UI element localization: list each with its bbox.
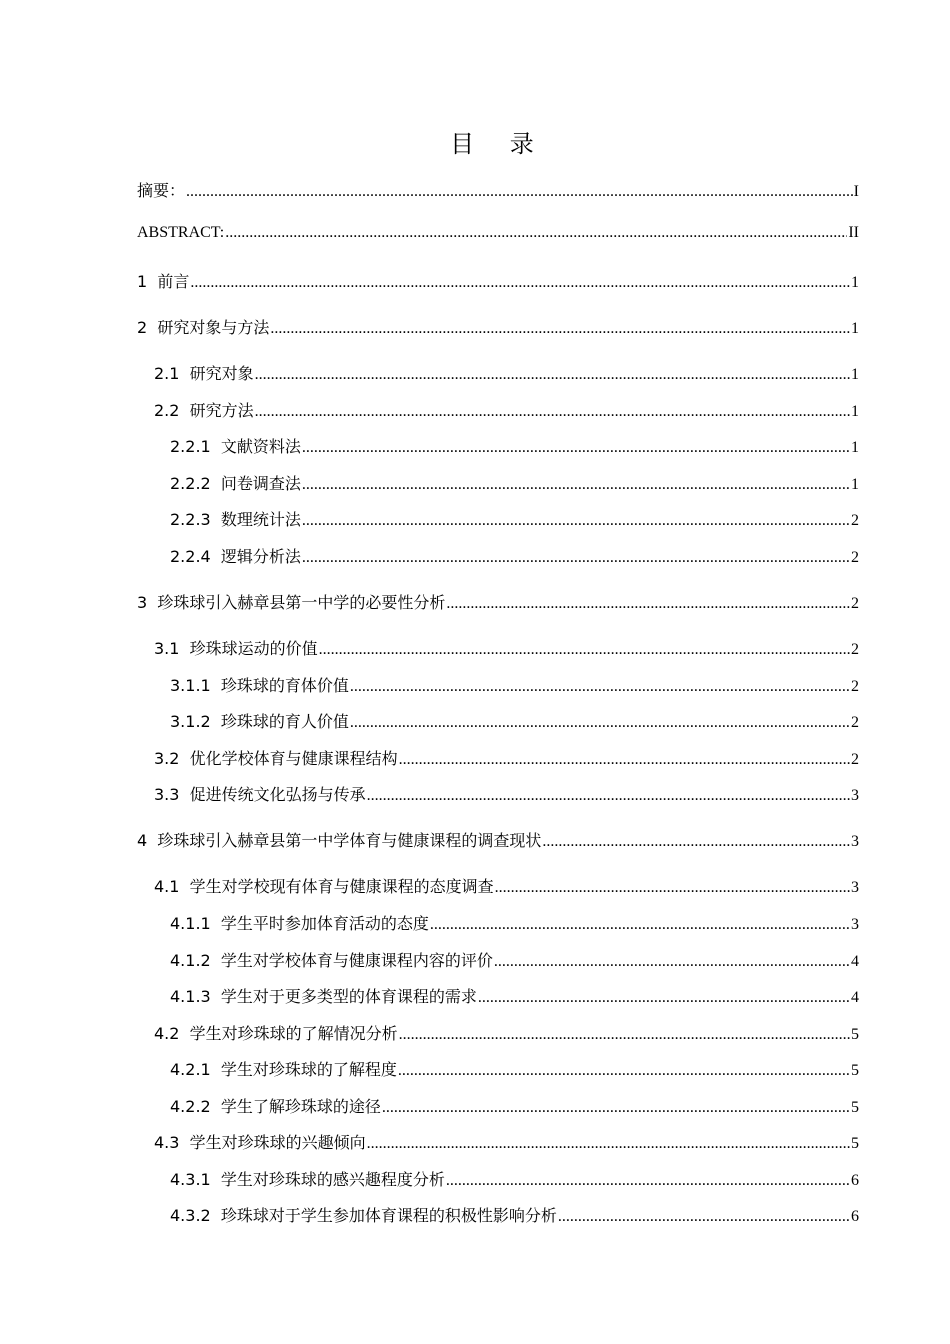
toc-entry-label: 3.3 促进传统文化弘扬与传承 xyxy=(154,785,366,804)
toc-entry-label: 2 研究对象与方法 xyxy=(137,318,270,337)
toc-leader xyxy=(225,224,847,242)
toc-leader xyxy=(302,512,850,530)
toc-leader xyxy=(494,953,850,971)
toc-entry-page: 4 xyxy=(851,989,859,1006)
toc-leader xyxy=(542,833,850,851)
toc-entry-page: 2 xyxy=(851,678,859,695)
toc-entry[interactable] xyxy=(137,590,859,614)
toc-leader xyxy=(302,439,850,457)
toc-entry-page: 5 xyxy=(851,1026,859,1043)
toc-entry-page: 3 xyxy=(851,916,859,933)
toc-entry[interactable] xyxy=(154,361,859,385)
toc-entry[interactable] xyxy=(170,471,859,495)
toc-entry[interactable] xyxy=(170,1057,859,1081)
toc-leader xyxy=(350,678,850,696)
toc-entry-label: 4.2.1 学生对珍珠球的了解程度 xyxy=(170,1060,397,1079)
toc-entry-page: 1 xyxy=(851,476,859,493)
toc-leader xyxy=(430,916,850,934)
toc-entry-label: ABSTRACT: xyxy=(137,224,225,241)
toc-entry-page: 5 xyxy=(851,1099,859,1116)
toc-entry[interactable] xyxy=(154,1130,859,1154)
toc-entry-label: 1 前言 xyxy=(137,272,190,291)
toc-leader xyxy=(319,641,850,659)
toc-entry[interactable] xyxy=(137,828,859,852)
toc-entry-page: 2 xyxy=(851,512,859,529)
toc-entry[interactable] xyxy=(154,398,859,422)
toc-entry-label: 2.2.4 逻辑分析法 xyxy=(170,547,301,566)
toc-leader xyxy=(367,1135,850,1153)
toc-leader xyxy=(302,549,850,567)
toc-entry[interactable] xyxy=(154,874,859,898)
toc-entry[interactable] xyxy=(170,1094,859,1118)
toc-leader xyxy=(255,366,850,384)
toc-entry-page: II xyxy=(848,224,859,241)
toc-entry[interactable] xyxy=(170,911,859,935)
toc-entry-page: 2 xyxy=(851,641,859,658)
toc-entry-label: 4.3.1 学生对珍珠球的感兴趣程度分析 xyxy=(170,1170,445,1189)
toc-leader xyxy=(190,274,850,292)
toc-entry-label: 2.2.2 问卷调查法 xyxy=(170,474,301,493)
toc-leader xyxy=(558,1208,850,1226)
toc-leader xyxy=(398,1062,850,1080)
toc-leader xyxy=(446,595,850,613)
toc-leader xyxy=(302,476,850,494)
toc-entry[interactable] xyxy=(154,746,859,770)
toc-entry-label: 3.1 珍珠球运动的价值 xyxy=(154,639,318,658)
toc-entry-label: 2.2 研究方法 xyxy=(154,401,254,420)
toc-entry-page: 3 xyxy=(851,879,859,896)
toc-entry[interactable] xyxy=(137,178,859,202)
toc-entry[interactable] xyxy=(170,1203,859,1227)
toc-entry-page: 1 xyxy=(851,320,859,337)
toc-entry-page: 2 xyxy=(851,714,859,731)
toc-leader xyxy=(446,1172,850,1190)
toc-entry[interactable] xyxy=(137,224,859,248)
toc-entry-page: 1 xyxy=(851,439,859,456)
toc-entry-label: 摘要： xyxy=(137,181,186,200)
toc-leader xyxy=(399,1026,850,1044)
toc-entry[interactable] xyxy=(170,709,859,733)
toc-entry-label: 3.1.1 珍珠球的育体价值 xyxy=(170,676,349,695)
toc-entry-page: I xyxy=(853,183,859,200)
toc-entry-label: 3.1.2 珍珠球的育人价值 xyxy=(170,712,349,731)
toc-entry[interactable] xyxy=(170,1167,859,1191)
toc-entry-label: 4.1.1 学生平时参加体育活动的态度 xyxy=(170,914,429,933)
toc-entry[interactable] xyxy=(154,636,859,660)
toc-leader xyxy=(186,183,853,201)
toc-entry-page: 4 xyxy=(851,953,859,970)
toc-leader xyxy=(399,751,850,769)
toc-entry-label: 4.1.2 学生对学校体育与健康课程内容的评价 xyxy=(170,951,493,970)
toc-entry[interactable] xyxy=(170,544,859,568)
toc-entry[interactable] xyxy=(170,507,859,531)
toc-entry-page: 5 xyxy=(851,1062,859,1079)
toc-entry-label: 2.2.3 数理统计法 xyxy=(170,510,301,529)
toc-entry[interactable] xyxy=(154,782,859,806)
toc-entry-label: 4 珍珠球引入赫章县第一中学体育与健康课程的调查现状 xyxy=(137,831,542,850)
toc-leader xyxy=(255,403,850,421)
toc-entry-page: 2 xyxy=(851,751,859,768)
toc-entry[interactable] xyxy=(170,434,859,458)
toc-entry-page: 2 xyxy=(851,595,859,612)
toc-leader xyxy=(478,989,850,1007)
toc-entry-page: 1 xyxy=(851,403,859,420)
toc-entry-page: 3 xyxy=(851,787,859,804)
toc-title: 目 录 xyxy=(450,130,548,158)
toc-leader xyxy=(270,320,850,338)
toc-entry-label: 2.1 研究对象 xyxy=(154,364,254,383)
toc-entry-page: 3 xyxy=(851,833,859,850)
toc-entry-page: 1 xyxy=(851,274,859,291)
toc-entry-page: 5 xyxy=(851,1135,859,1152)
toc-entry-page: 2 xyxy=(851,549,859,566)
toc-entry-label: 4.1.3 学生对于更多类型的体育课程的需求 xyxy=(170,987,477,1006)
toc-leader xyxy=(350,714,850,732)
toc-entry-label: 4.1 学生对学校现有体育与健康课程的态度调查 xyxy=(154,877,494,896)
toc-entry-label: 4.3 学生对珍珠球的兴趣倾向 xyxy=(154,1133,366,1152)
toc-entry-page: 1 xyxy=(851,366,859,383)
toc-leader xyxy=(495,879,850,897)
toc-entry-label: 3 珍珠球引入赫章县第一中学的必要性分析 xyxy=(137,593,446,612)
toc-entry-page: 6 xyxy=(851,1208,859,1225)
toc-entry[interactable] xyxy=(154,1021,859,1045)
toc-entry[interactable] xyxy=(170,673,859,697)
toc-entry-page: 6 xyxy=(851,1172,859,1189)
toc-entry[interactable] xyxy=(137,269,859,293)
toc-entry-label: 4.2 学生对珍珠球的了解情况分析 xyxy=(154,1024,398,1043)
toc-entry-label: 3.2 优化学校体育与健康课程结构 xyxy=(154,749,398,768)
toc-leader xyxy=(367,787,850,805)
toc-entry[interactable] xyxy=(137,315,859,339)
toc-entry[interactable] xyxy=(170,948,859,972)
toc-leader xyxy=(382,1099,850,1117)
toc-entry[interactable] xyxy=(170,984,859,1008)
toc-entry-label: 4.3.2 珍珠球对于学生参加体育课程的积极性影响分析 xyxy=(170,1206,557,1225)
toc-entry-label: 4.2.2 学生了解珍珠球的途径 xyxy=(170,1097,381,1116)
toc-entry-label: 2.2.1 文献资料法 xyxy=(170,437,301,456)
